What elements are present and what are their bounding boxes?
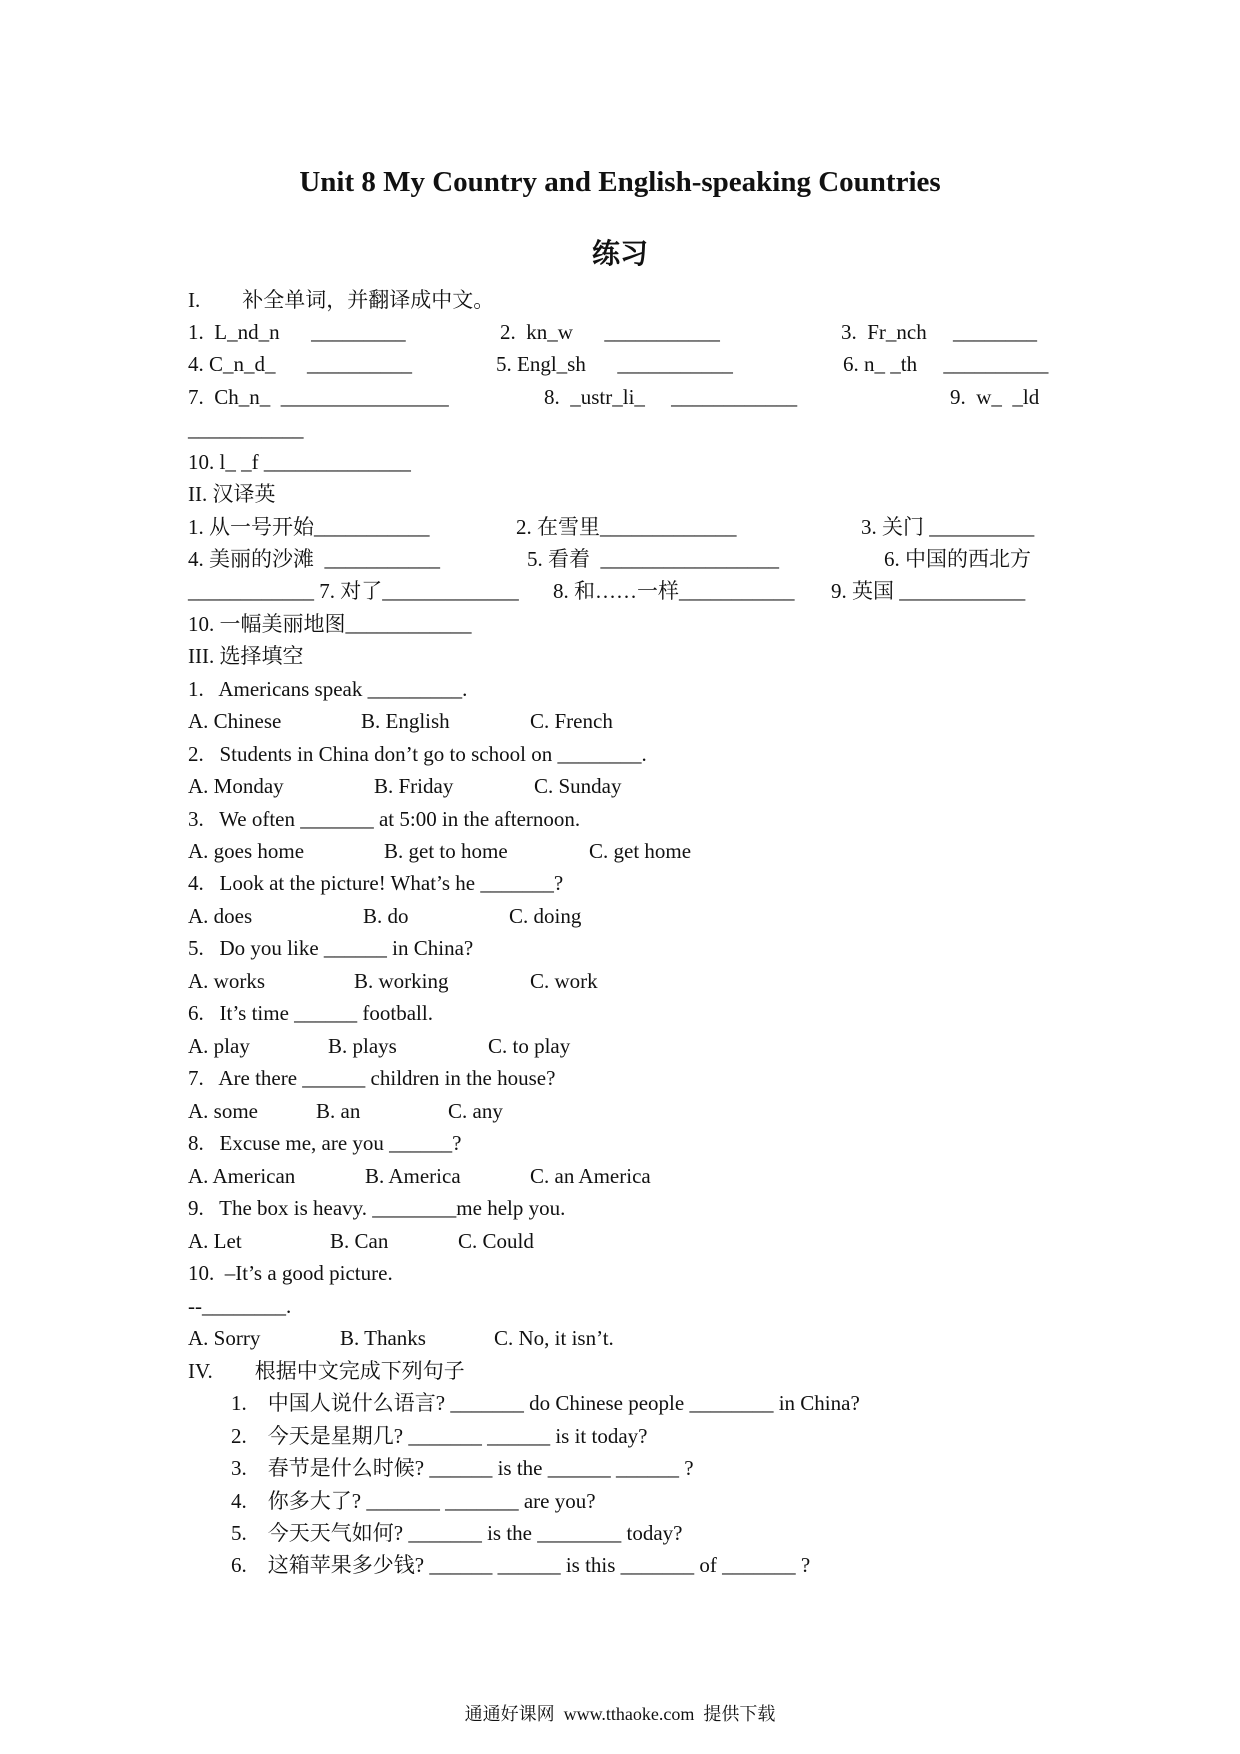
s3-option-b: B. do — [363, 904, 409, 928]
s2-item-3: 3. 关门 __________ — [861, 515, 1035, 539]
s3-option-b: B. Thanks — [340, 1326, 426, 1350]
s3-option-b: B. an — [316, 1099, 361, 1123]
s2-item-6-7: ____________ 7. 对了_____________ — [188, 579, 519, 603]
section-1-heading: I. 补全单词，并翻译成中文。 — [188, 288, 495, 312]
s3-option-b: B. Friday — [374, 774, 454, 798]
s4-item: 4. 你多大了? _______ _______ are you? — [231, 1489, 596, 1513]
s2-item-9: 9. 英国 ____________ — [831, 579, 1026, 603]
page-footer: 通通好课网 www.tthaoke.com 提供下载 — [464, 1704, 776, 1724]
s3-option-a: A. does — [188, 904, 253, 928]
section-3-heading: III. 选择填空 — [188, 644, 304, 668]
s4-item: 3. 春节是什么时候? ______ is the ______ ______ ? — [231, 1456, 694, 1480]
s3-option-c: C. No, it isn’t. — [494, 1326, 614, 1350]
page-title: Unit 8 My Country and English-speaking Countries — [299, 166, 941, 198]
s1-item-9: 9. w_ _ld — [950, 385, 1040, 409]
s3-question: 4. Look at the picture! What’s he _______? — [188, 871, 564, 895]
s3-option-c: C. Could — [458, 1229, 534, 1253]
s3-question: 1. Americans speak _________. — [188, 677, 468, 701]
s3-option-b: B. working — [354, 969, 449, 993]
s3-option-a: A. Monday — [188, 774, 284, 798]
s3-option-b: B. English — [361, 709, 450, 733]
s3-question: 6. It’s time ______ football. — [188, 1001, 433, 1025]
s3-question: 10. –It’s a good picture. — [188, 1261, 393, 1285]
s3-option-a: A. Let — [188, 1229, 242, 1253]
s2-item-2: 2. 在雪里_____________ — [516, 515, 737, 539]
s3-option-c: C. an America — [530, 1164, 651, 1188]
s3-option-c: C. doing — [509, 904, 582, 928]
s3-option-a: A. American — [188, 1164, 296, 1188]
s1-item-2: 2. kn_w ___________ — [500, 320, 720, 344]
s1-item-7: 7. Ch_n_ ________________ — [188, 385, 449, 409]
s3-option-c: C. work — [530, 969, 598, 993]
s4-item: 2. 今天是星期几? _______ ______ is it today? — [231, 1424, 648, 1448]
s3-option-c: C. any — [448, 1099, 503, 1123]
section-2-heading: II. 汉译英 — [188, 482, 276, 506]
s3-question: 8. Excuse me, are you ______? — [188, 1131, 462, 1155]
s3-option-a: A. works — [188, 969, 265, 993]
s4-item: 6. 这箱苹果多少钱? ______ ______ is this _______ of _______ ? — [231, 1553, 811, 1577]
s3-option-a: A. Chinese — [188, 709, 282, 733]
s2-item-5: 5. 看着 _________________ — [527, 547, 779, 571]
s3-option-a: A. goes home — [188, 839, 305, 863]
s3-option-b: B. America — [365, 1164, 461, 1188]
page-subtitle: 练习 — [591, 239, 648, 270]
s3-option-b: B. Can — [330, 1229, 389, 1253]
s1-item-1: 1. L_nd_n _________ — [188, 320, 406, 344]
s3-question: 2. Students in China don’t go to school on ________. — [188, 742, 647, 766]
s2-item-10: 10. 一幅美丽地图____________ — [188, 612, 472, 636]
s3-option-c: C. Sunday — [534, 774, 622, 798]
s2-item-8: 8. 和……一样___________ — [553, 579, 795, 603]
s3-option-b: B. get to home — [384, 839, 508, 863]
s3-question: 3. We often _______ at 5:00 in the afternoon. — [188, 807, 581, 831]
s3-option-c: C. get home — [589, 839, 692, 863]
s1-item-3: 3. Fr_nch ________ — [841, 320, 1037, 344]
s3-question: 9. The box is heavy. ________me help you. — [188, 1196, 566, 1220]
s2-item-4: 4. 美丽的沙滩 ___________ — [188, 547, 440, 571]
s4-item: 5. 今天天气如何? _______ is the ________ today? — [231, 1521, 683, 1545]
s3-option-a: A. Sorry — [188, 1326, 261, 1350]
s3-answer-line: --________. — [188, 1294, 292, 1318]
section-4-heading: IV. 根据中文完成下列句子 — [188, 1359, 465, 1383]
s3-option-c: C. French — [530, 709, 613, 733]
s1-item-10: 10. l_ _f ______________ — [188, 450, 411, 474]
s3-option-a: A. some — [188, 1099, 258, 1123]
s2-item-1: 1. 从一号开始___________ — [188, 515, 430, 539]
s1-item-9-blank: ___________ — [188, 417, 304, 441]
s1-item-4: 4. C_n_d_ __________ — [188, 352, 413, 376]
s2-item-6: 6. 中国的西北方 — [884, 547, 1031, 571]
s3-question: 5. Do you like ______ in China? — [188, 936, 474, 960]
s1-item-6: 6. n_ _th __________ — [843, 352, 1049, 376]
s1-item-5: 5. Engl_sh ___________ — [496, 352, 733, 376]
s3-question: 7. Are there ______ children in the house? — [188, 1066, 556, 1090]
s3-option-c: C. to play — [488, 1034, 571, 1058]
s1-item-8: 8. _ustr_li_ ____________ — [544, 385, 798, 409]
s4-item: 1. 中国人说什么语言? _______ do Chinese people ________ in China? — [231, 1391, 860, 1415]
s3-option-a: A. play — [188, 1034, 250, 1058]
s3-option-b: B. plays — [328, 1034, 397, 1058]
